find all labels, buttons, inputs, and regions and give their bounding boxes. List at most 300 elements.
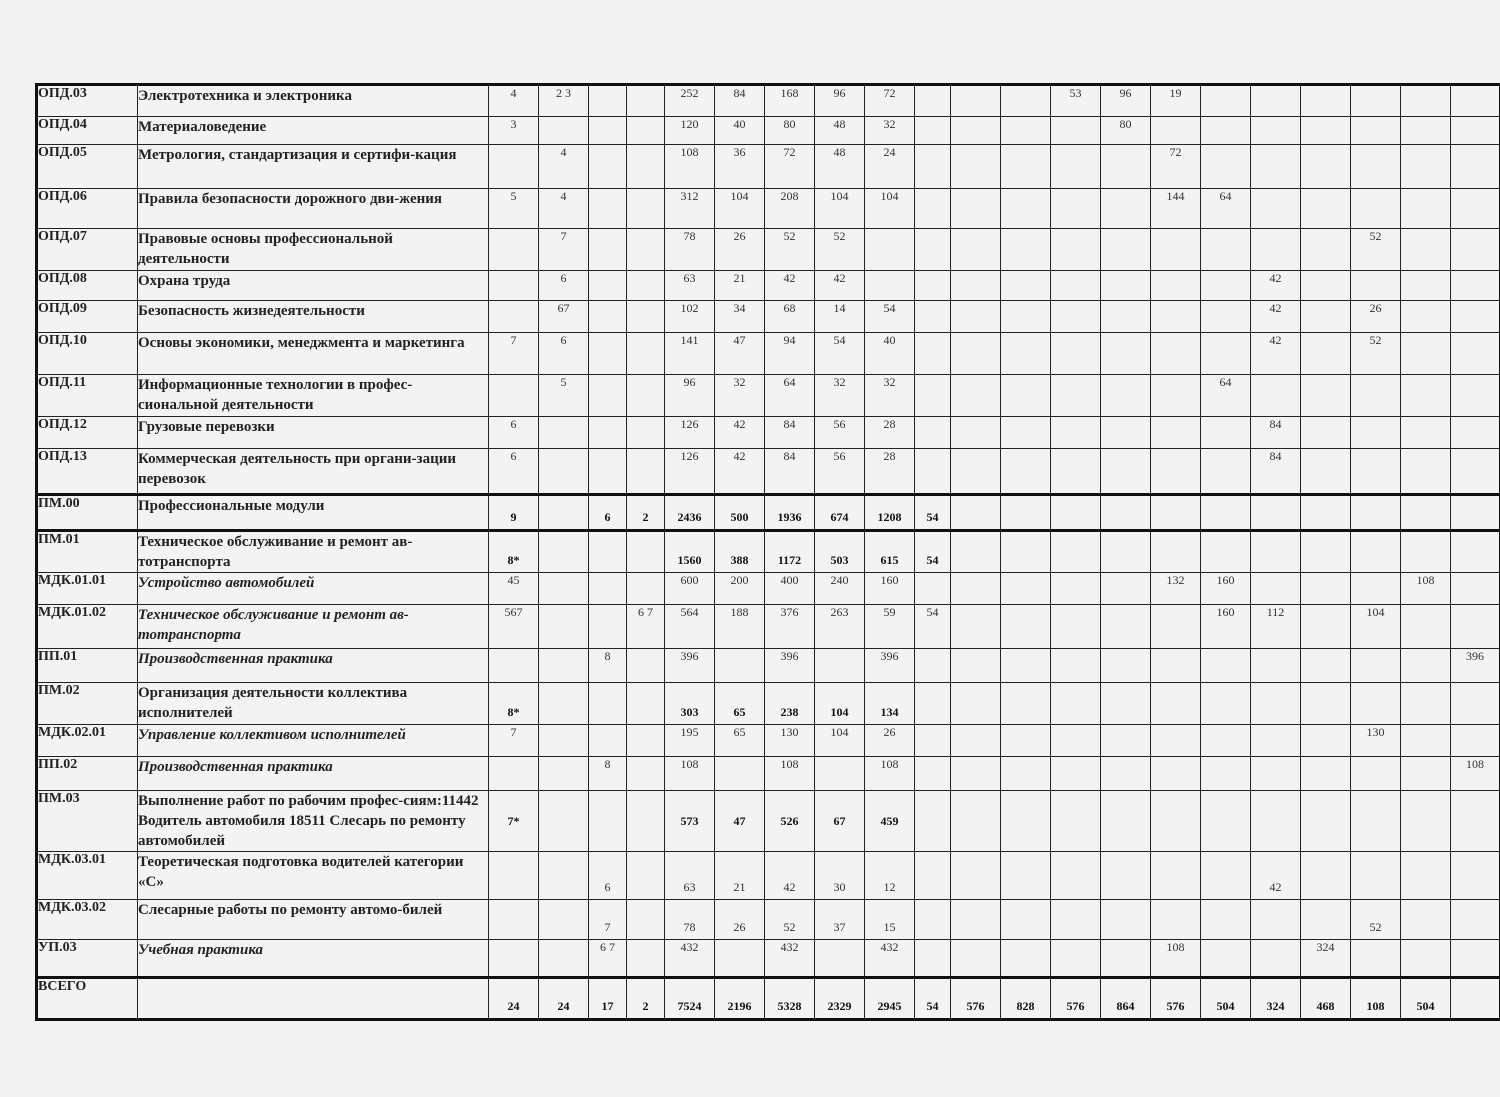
table-cell xyxy=(1251,189,1301,229)
table-cell xyxy=(1301,725,1351,757)
table-cell: 72 xyxy=(865,85,915,117)
table-cell xyxy=(1151,229,1201,271)
table-cell xyxy=(1001,229,1051,271)
table-cell xyxy=(1101,417,1151,449)
table-cell xyxy=(539,900,589,940)
table-cell xyxy=(1451,375,1500,417)
table-cell xyxy=(539,725,589,757)
table-cell: 56 xyxy=(815,417,865,449)
table-cell xyxy=(1151,495,1201,531)
row-code: ПП.01 xyxy=(37,649,138,683)
table-cell xyxy=(865,229,915,271)
table-cell: 468 xyxy=(1301,978,1351,1020)
table-cell: 96 xyxy=(665,375,715,417)
table-cell xyxy=(1351,117,1401,145)
table-cell xyxy=(951,145,1001,189)
table-cell xyxy=(1401,229,1451,271)
table-cell: 28 xyxy=(865,449,915,495)
table-cell xyxy=(715,757,765,791)
table-cell xyxy=(951,757,1001,791)
table-cell xyxy=(1151,117,1201,145)
table-cell: 8 xyxy=(589,757,627,791)
table-row xyxy=(37,978,1500,1020)
table-row xyxy=(37,940,1500,978)
table-cell: 388 xyxy=(715,531,765,573)
table-cell xyxy=(951,531,1001,573)
table-cell xyxy=(1001,573,1051,605)
table-cell xyxy=(1101,271,1151,301)
table-cell xyxy=(539,417,589,449)
table-cell xyxy=(815,649,865,683)
table-cell xyxy=(1051,531,1101,573)
table-cell xyxy=(1401,649,1451,683)
table-cell: 42 xyxy=(1251,271,1301,301)
table-cell xyxy=(1251,900,1301,940)
table-cell xyxy=(1001,852,1051,900)
row-discipline-name: Грузовые перевозки xyxy=(138,417,489,449)
table-cell: 195 xyxy=(665,725,715,757)
table-cell xyxy=(1101,333,1151,375)
table-cell xyxy=(715,940,765,978)
table-cell xyxy=(539,649,589,683)
table-cell: 64 xyxy=(1201,189,1251,229)
row-discipline-name: Коммерческая деятельность при органи-зации перевозок xyxy=(138,449,489,495)
table-cell xyxy=(627,757,665,791)
table-cell xyxy=(489,301,539,333)
table-cell xyxy=(589,229,627,271)
row-discipline-name: Техническое обслуживание и ремонт ав-тотранспорта xyxy=(138,531,489,573)
table-cell xyxy=(1301,229,1351,271)
table-cell xyxy=(1451,791,1500,852)
table-cell xyxy=(1101,375,1151,417)
table-cell: 240 xyxy=(815,573,865,605)
table-cell: 132 xyxy=(1151,573,1201,605)
table-cell xyxy=(1301,757,1351,791)
table-cell: 504 xyxy=(1201,978,1251,1020)
table-cell xyxy=(1151,605,1201,649)
table-cell xyxy=(951,649,1001,683)
table-cell: 2 xyxy=(627,978,665,1020)
table-cell xyxy=(627,449,665,495)
table-cell xyxy=(1001,333,1051,375)
table-cell: 21 xyxy=(715,271,765,301)
table-cell xyxy=(1101,757,1151,791)
table-cell xyxy=(915,333,951,375)
table-cell xyxy=(1301,271,1351,301)
table-cell: 102 xyxy=(665,301,715,333)
table-row xyxy=(37,757,1500,791)
table-cell xyxy=(1201,791,1251,852)
table-cell xyxy=(1301,605,1351,649)
table-cell: 576 xyxy=(951,978,1001,1020)
table-row xyxy=(37,791,1500,852)
table-cell xyxy=(915,117,951,145)
table-cell xyxy=(1001,605,1051,649)
table-cell xyxy=(1451,683,1500,725)
table-cell xyxy=(951,117,1001,145)
table-cell xyxy=(539,605,589,649)
table-cell xyxy=(1251,145,1301,189)
table-cell: 24 xyxy=(539,978,589,1020)
table-cell xyxy=(1051,189,1101,229)
table-cell: 26 xyxy=(715,900,765,940)
row-code: УП.03 xyxy=(37,940,138,978)
table-cell xyxy=(589,683,627,725)
table-cell xyxy=(589,417,627,449)
table-cell xyxy=(951,85,1001,117)
table-cell: 52 xyxy=(765,229,815,271)
table-cell xyxy=(951,333,1001,375)
table-row xyxy=(37,573,1500,605)
table-cell: 160 xyxy=(1201,605,1251,649)
row-discipline-name: Правила безопасности дорожного дви-жения xyxy=(138,189,489,229)
row-discipline-name: Организация деятельности коллектива исполнителей xyxy=(138,683,489,725)
table-cell: 188 xyxy=(715,605,765,649)
table-cell xyxy=(589,449,627,495)
table-cell xyxy=(951,271,1001,301)
table-cell: 396 xyxy=(665,649,715,683)
row-code: МДК.03.02 xyxy=(37,900,138,940)
table-cell: 52 xyxy=(1351,900,1401,940)
table-cell xyxy=(627,85,665,117)
table-cell: 42 xyxy=(1251,852,1301,900)
table-cell xyxy=(1101,649,1151,683)
row-discipline-name: Безопасность жизнедеятельности xyxy=(138,301,489,333)
table-cell xyxy=(627,189,665,229)
table-cell xyxy=(489,375,539,417)
table-cell: 84 xyxy=(1251,449,1301,495)
table-cell: 21 xyxy=(715,852,765,900)
table-cell xyxy=(915,757,951,791)
table-cell: 324 xyxy=(1301,940,1351,978)
table-cell xyxy=(539,449,589,495)
table-cell xyxy=(1451,333,1500,375)
table-cell xyxy=(1351,375,1401,417)
table-cell: 96 xyxy=(1101,85,1151,117)
table-cell xyxy=(489,229,539,271)
table-cell xyxy=(1351,417,1401,449)
table-row xyxy=(37,449,1500,495)
row-code: ОПД.12 xyxy=(37,417,138,449)
table-cell: 104 xyxy=(715,189,765,229)
table-row xyxy=(37,375,1500,417)
table-cell: 12 xyxy=(865,852,915,900)
table-cell xyxy=(589,189,627,229)
table-cell xyxy=(1001,271,1051,301)
table-cell: 54 xyxy=(815,333,865,375)
table-cell xyxy=(1251,573,1301,605)
table-cell: 108 xyxy=(1451,757,1500,791)
table-cell: 576 xyxy=(1051,978,1101,1020)
table-cell xyxy=(627,531,665,573)
table-cell xyxy=(589,145,627,189)
table-cell xyxy=(1351,189,1401,229)
table-cell xyxy=(1101,449,1151,495)
table-cell xyxy=(1401,605,1451,649)
table-cell xyxy=(1401,271,1451,301)
table-cell xyxy=(1301,85,1351,117)
row-discipline-name: Правовые основы профессиональной деятельности xyxy=(138,229,489,271)
table-cell xyxy=(1201,495,1251,531)
table-row xyxy=(37,417,1500,449)
table-cell: 5 xyxy=(539,375,589,417)
table-cell: 526 xyxy=(765,791,815,852)
table-cell: 303 xyxy=(665,683,715,725)
table-cell: 7524 xyxy=(665,978,715,1020)
table-cell: 376 xyxy=(765,605,815,649)
table-cell xyxy=(1201,229,1251,271)
table-cell: 17 xyxy=(589,978,627,1020)
table-cell xyxy=(1301,449,1351,495)
table-cell xyxy=(1451,725,1500,757)
table-cell xyxy=(1301,649,1351,683)
table-cell xyxy=(1301,852,1351,900)
table-cell xyxy=(627,375,665,417)
table-cell xyxy=(1401,333,1451,375)
table-cell: 160 xyxy=(865,573,915,605)
table-cell xyxy=(1201,333,1251,375)
table-cell xyxy=(1301,333,1351,375)
table-cell xyxy=(589,531,627,573)
table-cell xyxy=(1451,940,1500,978)
table-cell: 28 xyxy=(865,417,915,449)
table-cell xyxy=(1151,649,1201,683)
table-cell xyxy=(1051,271,1101,301)
table-cell: 30 xyxy=(815,852,865,900)
table-cell xyxy=(1401,791,1451,852)
row-discipline-name: Управление коллективом исполнителей xyxy=(138,725,489,757)
table-cell: 84 xyxy=(765,417,815,449)
table-cell xyxy=(915,900,951,940)
table-cell xyxy=(915,573,951,605)
table-cell: 32 xyxy=(865,375,915,417)
table-cell xyxy=(1401,683,1451,725)
table-cell: 65 xyxy=(715,683,765,725)
table-cell xyxy=(1251,757,1301,791)
table-cell xyxy=(627,271,665,301)
table-cell xyxy=(1001,725,1051,757)
table-cell xyxy=(1401,449,1451,495)
table-cell xyxy=(1051,301,1101,333)
table-cell xyxy=(1451,900,1500,940)
table-cell xyxy=(489,757,539,791)
table-cell xyxy=(1451,573,1500,605)
table-cell xyxy=(1151,449,1201,495)
table-cell: 54 xyxy=(915,605,951,649)
table-cell xyxy=(1001,649,1051,683)
table-cell: 573 xyxy=(665,791,715,852)
table-cell xyxy=(589,117,627,145)
table-cell: 141 xyxy=(665,333,715,375)
table-cell xyxy=(1151,683,1201,725)
table-cell: 40 xyxy=(865,333,915,375)
table-cell xyxy=(951,573,1001,605)
row-code: ПМ.01 xyxy=(37,531,138,573)
table-cell: 674 xyxy=(815,495,865,531)
table-cell: 84 xyxy=(1251,417,1301,449)
table-cell: 200 xyxy=(715,573,765,605)
table-cell: 2 xyxy=(627,495,665,531)
table-cell: 15 xyxy=(865,900,915,940)
table-cell xyxy=(915,145,951,189)
table-cell: 112 xyxy=(1251,605,1301,649)
table-cell: 9 xyxy=(489,495,539,531)
table-cell xyxy=(1301,145,1351,189)
table-cell xyxy=(1101,900,1151,940)
table-cell: 54 xyxy=(915,495,951,531)
row-discipline-name: Устройство автомобилей xyxy=(138,573,489,605)
table-cell: 108 xyxy=(1151,940,1201,978)
table-row xyxy=(37,605,1500,649)
table-cell xyxy=(951,449,1001,495)
table-cell: 80 xyxy=(765,117,815,145)
table-row xyxy=(37,85,1500,117)
table-cell xyxy=(1301,417,1351,449)
table-cell xyxy=(1301,531,1351,573)
table-cell xyxy=(539,495,589,531)
table-cell: 7 xyxy=(489,333,539,375)
table-cell xyxy=(1001,757,1051,791)
table-cell xyxy=(915,271,951,301)
table-cell xyxy=(1051,900,1101,940)
table-cell xyxy=(589,271,627,301)
table-cell xyxy=(539,531,589,573)
row-discipline-name: Охрана труда xyxy=(138,271,489,301)
table-cell: 168 xyxy=(765,85,815,117)
table-cell xyxy=(1101,189,1151,229)
table-cell: 4 xyxy=(539,189,589,229)
table-cell xyxy=(951,229,1001,271)
table-row xyxy=(37,117,1500,145)
table-cell: 104 xyxy=(815,725,865,757)
table-cell xyxy=(627,417,665,449)
table-cell: 32 xyxy=(865,117,915,145)
table-cell xyxy=(1151,725,1201,757)
table-cell: 42 xyxy=(715,417,765,449)
table-cell: 108 xyxy=(1401,573,1451,605)
curriculum-table xyxy=(35,83,1500,1021)
row-discipline-name: Техническое обслуживание и ремонт ав-тотранспорта xyxy=(138,605,489,649)
table-row xyxy=(37,145,1500,189)
table-cell xyxy=(951,301,1001,333)
table-cell: 26 xyxy=(715,229,765,271)
table-cell xyxy=(1051,229,1101,271)
table-cell xyxy=(627,333,665,375)
table-row xyxy=(37,900,1500,940)
table-cell xyxy=(1251,725,1301,757)
row-code: ОПД.04 xyxy=(37,117,138,145)
table-cell: 238 xyxy=(765,683,815,725)
table-cell xyxy=(627,852,665,900)
table-cell xyxy=(1351,573,1401,605)
table-cell xyxy=(1401,417,1451,449)
table-cell xyxy=(1451,229,1500,271)
table-cell: 459 xyxy=(865,791,915,852)
table-cell xyxy=(1401,145,1451,189)
table-cell xyxy=(1001,683,1051,725)
table-cell: 26 xyxy=(865,725,915,757)
table-cell xyxy=(1201,725,1251,757)
table-cell: 8 xyxy=(589,649,627,683)
table-cell xyxy=(1051,605,1101,649)
table-cell xyxy=(1401,757,1451,791)
table-cell: 24 xyxy=(489,978,539,1020)
table-cell xyxy=(1401,531,1451,573)
table-cell xyxy=(1201,649,1251,683)
table-cell xyxy=(865,271,915,301)
table-cell xyxy=(1051,145,1101,189)
table-cell xyxy=(1001,85,1051,117)
table-cell xyxy=(1001,495,1051,531)
table-cell xyxy=(1401,940,1451,978)
table-cell xyxy=(1301,495,1351,531)
row-code: ПМ.00 xyxy=(37,495,138,531)
table-cell xyxy=(1101,683,1151,725)
table-cell: 72 xyxy=(1151,145,1201,189)
row-discipline-name: Профессиональные модули xyxy=(138,495,489,531)
table-cell xyxy=(589,85,627,117)
table-cell xyxy=(627,649,665,683)
table-cell xyxy=(539,940,589,978)
table-cell xyxy=(1101,531,1151,573)
table-cell xyxy=(627,900,665,940)
table-cell xyxy=(1051,852,1101,900)
table-cell: 67 xyxy=(815,791,865,852)
table-cell: 263 xyxy=(815,605,865,649)
table-cell xyxy=(1201,900,1251,940)
table-cell xyxy=(1001,531,1051,573)
table-cell: 42 xyxy=(715,449,765,495)
table-cell: 144 xyxy=(1151,189,1201,229)
table-cell: 120 xyxy=(665,117,715,145)
table-cell xyxy=(1101,940,1151,978)
table-cell xyxy=(1251,495,1301,531)
table-cell xyxy=(1151,900,1201,940)
table-cell: 64 xyxy=(765,375,815,417)
table-cell xyxy=(1201,145,1251,189)
table-cell xyxy=(1201,417,1251,449)
table-cell: 432 xyxy=(665,940,715,978)
table-cell xyxy=(1201,531,1251,573)
table-cell xyxy=(489,271,539,301)
table-cell xyxy=(627,229,665,271)
table-cell: 59 xyxy=(865,605,915,649)
row-code: ОПД.11 xyxy=(37,375,138,417)
row-code: ПП.02 xyxy=(37,757,138,791)
table-cell xyxy=(1151,375,1201,417)
table-cell: 94 xyxy=(765,333,815,375)
table-cell xyxy=(1051,375,1101,417)
table-cell: 864 xyxy=(1101,978,1151,1020)
table-cell xyxy=(1451,117,1500,145)
row-discipline-name: Производственная практика xyxy=(138,649,489,683)
table-cell xyxy=(915,229,951,271)
table-cell xyxy=(627,940,665,978)
table-cell xyxy=(1051,725,1101,757)
table-cell xyxy=(1401,301,1451,333)
table-cell xyxy=(1001,417,1051,449)
table-cell xyxy=(1301,900,1351,940)
table-cell: 68 xyxy=(765,301,815,333)
table-cell xyxy=(1201,85,1251,117)
table-cell: 53 xyxy=(1051,85,1101,117)
table-cell: 108 xyxy=(665,145,715,189)
table-cell xyxy=(589,301,627,333)
table-cell xyxy=(951,375,1001,417)
table-row xyxy=(37,333,1500,375)
table-cell xyxy=(539,852,589,900)
table-row xyxy=(37,649,1500,683)
